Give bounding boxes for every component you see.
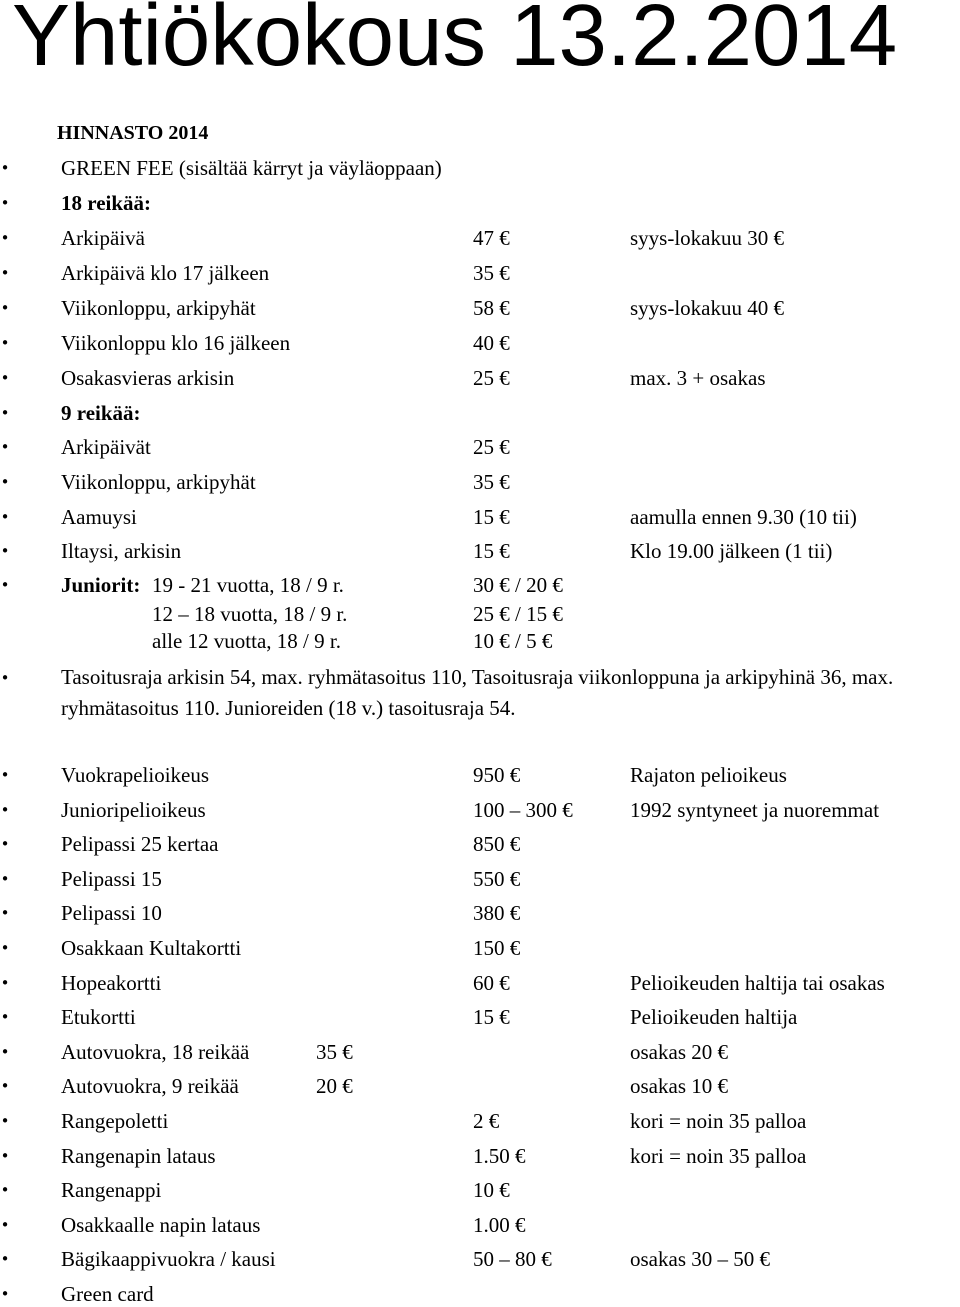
price-row: [0, 1073, 960, 1099]
price-row: [0, 866, 960, 892]
price-row: [0, 1212, 960, 1238]
price-row-name: Green card: [61, 1282, 154, 1306]
price-row-note: syys-lokakuu 30 €: [630, 226, 784, 250]
price-row-name: Osakkaan Kultakortti: [61, 936, 242, 960]
price-row-note: Klo 19.00 jälkeen (1 tii): [630, 539, 833, 563]
price-row: [0, 260, 960, 286]
price-row-price: 15 €: [473, 539, 510, 563]
price-row-price: 25 €: [473, 366, 510, 390]
price-row-name: Arkipäivät: [61, 435, 151, 459]
price-row: [0, 762, 960, 788]
price-row-price: 60 €: [473, 971, 510, 995]
bullet-icon: •: [0, 194, 10, 212]
bullet-icon: •: [0, 801, 10, 819]
price-row-price: 550 €: [473, 867, 521, 891]
price-row-price: 1.00 €: [473, 1213, 526, 1237]
price-list-heading: HINNASTO 2014: [57, 122, 209, 144]
price-row: [0, 1143, 960, 1169]
junior-age-range: 12 – 18 vuotta, 18 / 9 r.: [152, 602, 348, 626]
list-item: [0, 400, 960, 426]
price-row: [0, 469, 960, 495]
price-row-price: 20 €: [316, 1074, 353, 1098]
price-row-name: Iltaysi, arkisin: [61, 539, 182, 563]
bullet-icon: •: [0, 299, 10, 317]
price-row-note: kori = noin 35 palloa: [630, 1109, 807, 1133]
bullet-icon: •: [0, 835, 10, 853]
price-row: [0, 970, 960, 996]
section-label-18-holes: 18 reikää:: [61, 191, 152, 215]
price-row-price: 47 €: [473, 226, 510, 250]
price-row-name: Rangepoletti: [61, 1109, 169, 1133]
bullet-icon: •: [0, 974, 10, 992]
price-row-note: Pelioikeuden haltija: [630, 1005, 798, 1029]
handicap-paragraph: Tasoitusraja arkisin 54, max. ryhmätasoitus 110, Tasoitusraja viikonloppuna ja arkipyhinä 36, max. ryhmätasoitus 110. Junioreiden (18 v.) tasoitusraja 54.: [61, 665, 894, 720]
price-row-name: Pelipassi 25 kertaa: [61, 832, 219, 856]
price-row-name: Autovuokra, 9 reikää: [61, 1074, 239, 1098]
bullet-icon: •: [0, 508, 10, 526]
price-row-price: 50 – 80 €: [473, 1247, 552, 1271]
list-item: [0, 190, 960, 216]
price-row-note: osakas 10 €: [630, 1074, 728, 1098]
price-row-price: 25 €: [473, 435, 510, 459]
bullet-icon: •: [0, 1250, 10, 1268]
bullet-icon: •: [0, 369, 10, 387]
list-item: [0, 155, 960, 181]
junior-age-range: 19 - 21 vuotta, 18 / 9 r.: [152, 573, 344, 597]
price-row-name: Bägikaappivuokra / kausi: [61, 1247, 276, 1271]
price-row: [0, 225, 960, 251]
price-row-name: Aamuysi: [61, 505, 137, 529]
price-row-name: Viikonloppu, arkipyhät: [61, 296, 256, 320]
price-row: [0, 1004, 960, 1030]
price-row-note: Rajaton pelioikeus: [630, 763, 787, 787]
price-row-price: 15 €: [473, 1005, 510, 1029]
bullet-icon: •: [0, 1285, 10, 1303]
bullet-icon: •: [0, 438, 10, 456]
price-row-name: Pelipassi 15: [61, 867, 162, 891]
price-row-price: 100 – 300 €: [473, 798, 573, 822]
bullet-icon: •: [0, 904, 10, 922]
price-row: [0, 1039, 960, 1065]
price-row-name: Pelipassi 10: [61, 901, 162, 925]
price-row-note: max. 3 + osakas: [630, 366, 766, 390]
price-row: [0, 900, 960, 926]
price-row-note: osakas 20 €: [630, 1040, 728, 1064]
price-row: [0, 434, 960, 460]
bullet-icon: •: [0, 576, 10, 594]
price-row: [0, 1177, 960, 1203]
price-row: [0, 538, 960, 564]
bullet-icon: •: [0, 1181, 10, 1199]
junior-price: 10 € / 5 €: [473, 629, 553, 653]
price-row: [0, 935, 960, 961]
junior-row: [0, 572, 960, 598]
bullet-icon: •: [0, 264, 10, 282]
price-row: [0, 1108, 960, 1134]
price-row-name: Hopeakortti: [61, 971, 162, 995]
price-row-name: Osakkaalle napin lataus: [61, 1213, 261, 1237]
price-row-note: aamulla ennen 9.30 (10 tii): [630, 505, 857, 529]
price-row: [0, 365, 960, 391]
price-row-name: Autovuokra, 18 reikää: [61, 1040, 250, 1064]
bullet-icon: •: [0, 1043, 10, 1061]
bullet-icon: •: [0, 870, 10, 888]
price-row: [0, 295, 960, 321]
price-row-price: 35 €: [473, 470, 510, 494]
price-row-price: 2 €: [473, 1109, 500, 1133]
junior-row: [0, 601, 960, 627]
price-row-name: Viikonloppu, arkipyhät: [61, 470, 256, 494]
price-row: [0, 797, 960, 823]
price-row-price: 35 €: [316, 1040, 353, 1064]
bullet-icon: •: [0, 159, 10, 177]
price-row-price: 58 €: [473, 296, 510, 320]
price-row-name: Rangenappi: [61, 1178, 162, 1202]
section-label-9-holes: 9 reikää:: [61, 401, 141, 425]
price-row-note: osakas 30 – 50 €: [630, 1247, 770, 1271]
price-row-name: Arkipäivä klo 17 jälkeen: [61, 261, 270, 285]
price-row: [0, 330, 960, 356]
price-row-name: Vuokrapelioikeus: [61, 763, 210, 787]
price-row-name: Arkipäivä: [61, 226, 145, 250]
bullet-icon: •: [0, 229, 10, 247]
price-row-price: 15 €: [473, 505, 510, 529]
bullet-icon: •: [0, 473, 10, 491]
bullet-icon: •: [0, 1147, 10, 1165]
junior-age-range: alle 12 vuotta, 18 / 9 r.: [152, 629, 341, 653]
price-row-price: 850 €: [473, 832, 521, 856]
junior-price: 25 € / 15 €: [473, 602, 563, 626]
green-fee-label: GREEN FEE (sisältää kärryt ja väyläoppaan): [61, 156, 442, 180]
price-row: [0, 1281, 960, 1307]
bullet-icon: •: [0, 939, 10, 957]
junior-price: 30 € / 20 €: [473, 573, 563, 597]
bullet-icon: •: [0, 669, 10, 687]
price-row-price: 35 €: [473, 261, 510, 285]
price-row-name: Osakasvieras arkisin: [61, 366, 235, 390]
price-row-note: kori = noin 35 palloa: [630, 1144, 807, 1168]
price-row-name: Viikonloppu klo 16 jälkeen: [61, 331, 291, 355]
price-row-price: 1.50 €: [473, 1144, 526, 1168]
bullet-icon: •: [0, 542, 10, 560]
price-row: [0, 504, 960, 530]
price-row-price: 950 €: [473, 763, 521, 787]
price-row-price: 40 €: [473, 331, 510, 355]
price-row: [0, 1246, 960, 1272]
bullet-icon: •: [0, 1216, 10, 1234]
price-row-note: 1992 syntyneet ja nuoremmat: [630, 798, 880, 822]
price-row-price: 150 €: [473, 936, 521, 960]
price-row-price: 10 €: [473, 1178, 510, 1202]
price-row-name: Etukortti: [61, 1005, 136, 1029]
document-title: Yhtiökokous 13.2.2014: [12, 0, 898, 84]
price-row-note: Pelioikeuden haltija tai osakas: [630, 971, 885, 995]
bullet-icon: •: [0, 766, 10, 784]
price-row-note: syys-lokakuu 40 €: [630, 296, 784, 320]
price-row-name: Rangenapin lataus: [61, 1144, 216, 1168]
bullet-icon: •: [0, 334, 10, 352]
price-row-price: 380 €: [473, 901, 521, 925]
bullet-icon: •: [0, 1112, 10, 1130]
price-row-name: Junioripelioikeus: [61, 798, 206, 822]
bullet-icon: •: [0, 404, 10, 422]
junior-row: [0, 628, 960, 654]
bullet-icon: •: [0, 1077, 10, 1095]
bullet-icon: •: [0, 1008, 10, 1026]
price-row: [0, 831, 960, 857]
juniors-label: Juniorit:: [61, 573, 141, 597]
